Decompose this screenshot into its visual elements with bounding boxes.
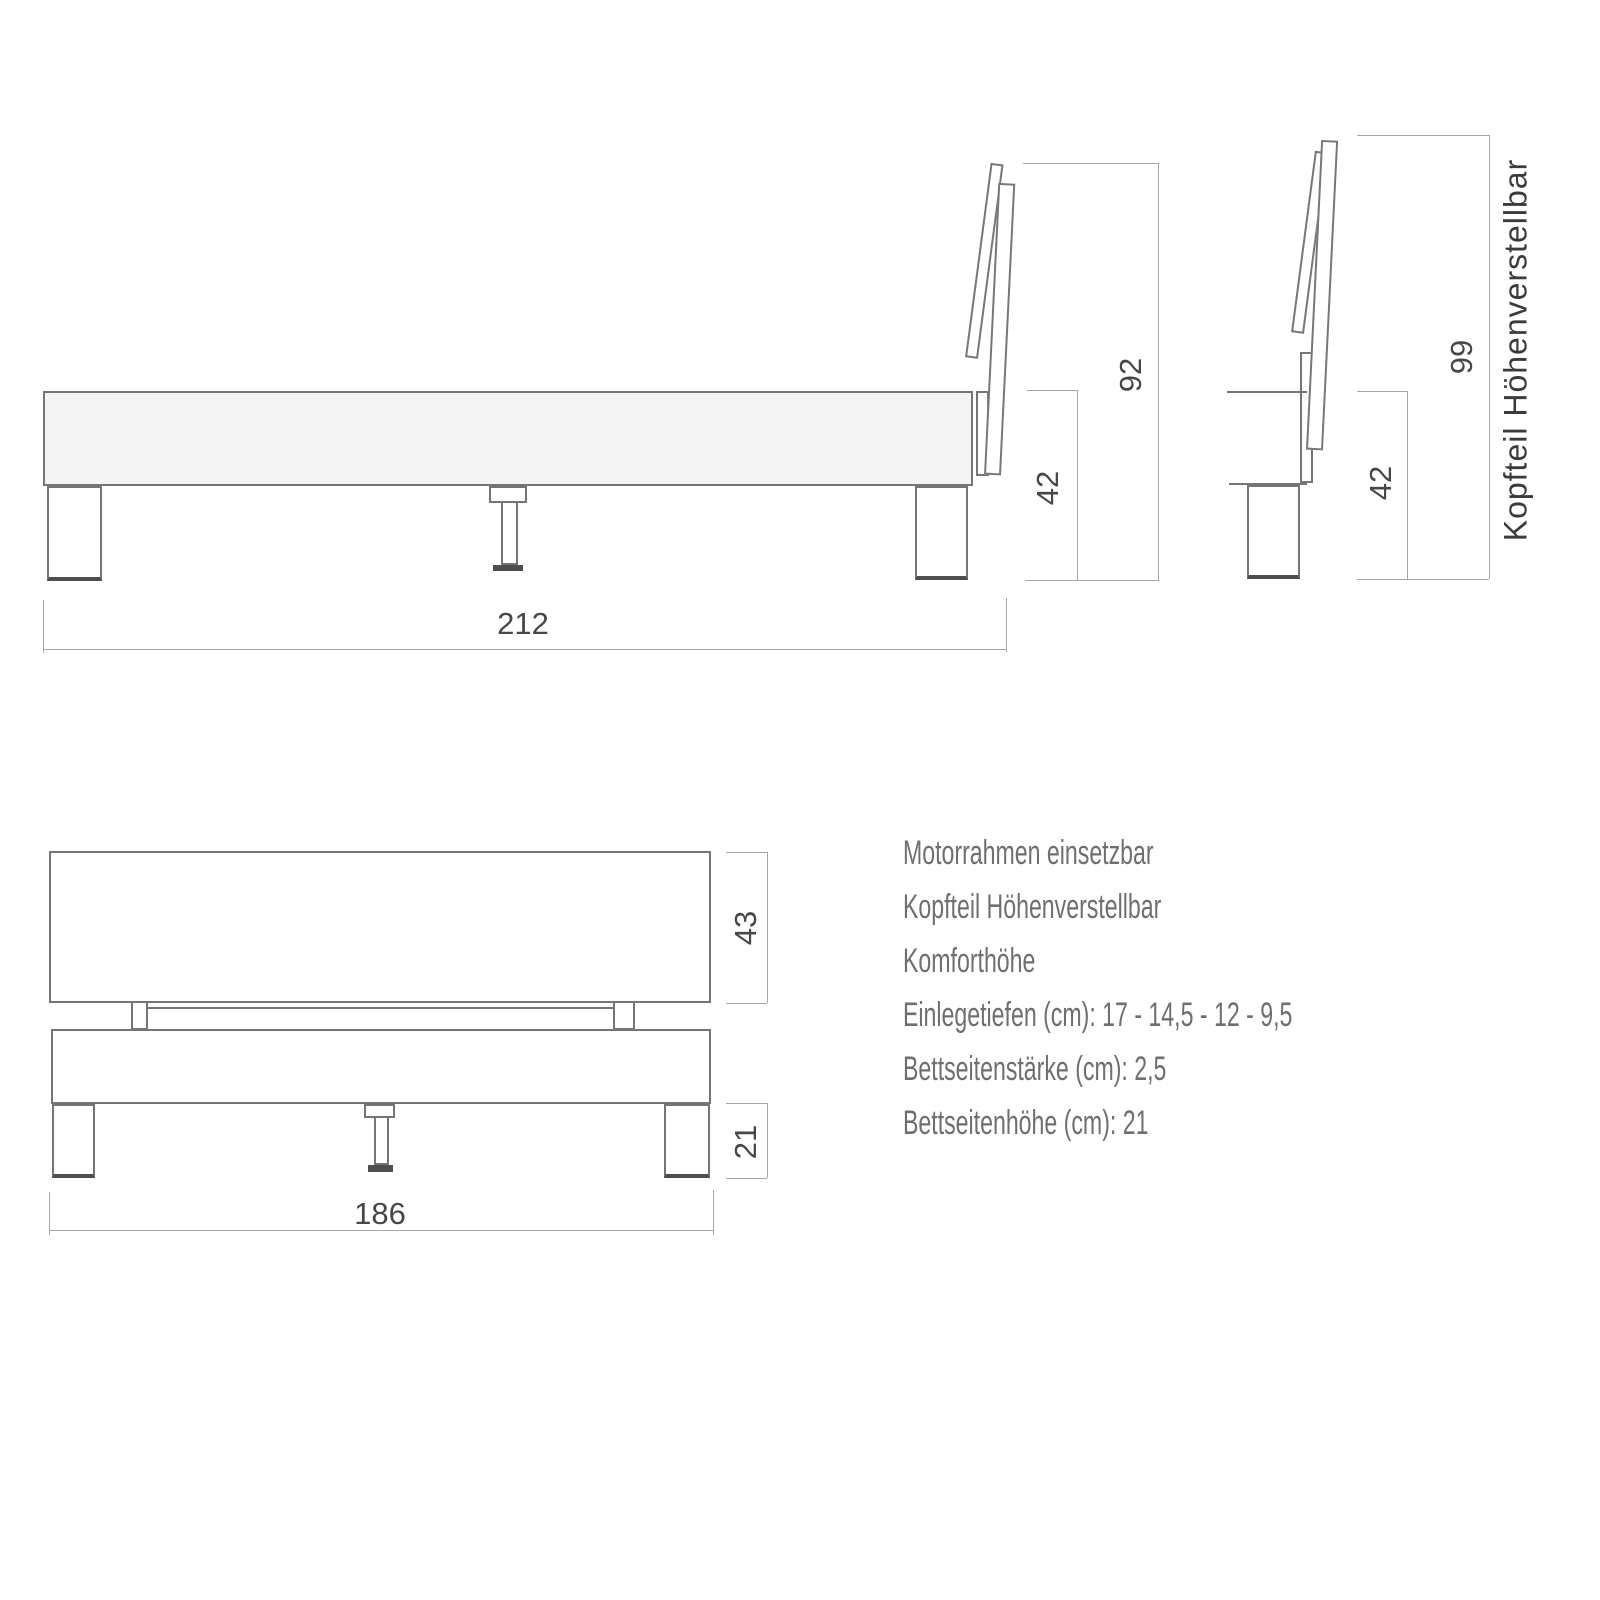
dim-line-42b [1407, 391, 1408, 579]
frame-top-line [1227, 391, 1307, 393]
dim-ext [713, 1190, 714, 1235]
bed-frame-front [51, 1029, 711, 1104]
dim-tick [1357, 135, 1489, 136]
leg-right [915, 486, 968, 580]
dim-label-42-side: 42 [1030, 470, 1065, 506]
center-leg-rod [501, 501, 518, 565]
dim-tick [726, 852, 767, 853]
dim-tick-floor [1025, 580, 1159, 581]
dim-tick [1357, 391, 1408, 392]
dim-tick [1027, 390, 1078, 391]
dim-tick [726, 1178, 767, 1179]
front-leg-left [52, 1104, 95, 1178]
dim-label-43: 43 [728, 910, 763, 946]
dim-label-99: 99 [1444, 339, 1479, 375]
annotation-kopfteil-hoehenverstellbar: Kopfteil Höhenverstellbar [1497, 158, 1534, 542]
dim-line-92 [1158, 163, 1159, 580]
dim-tick [1023, 163, 1159, 164]
note-line: Motorrahmen einsetzbar [903, 834, 1154, 872]
dim-ext [1006, 598, 1007, 652]
note-line: Bettseitenhöhe (cm): 21 [903, 1104, 1149, 1142]
dim-line-21 [767, 1103, 768, 1178]
dim-line-42 [1077, 390, 1078, 580]
dim-label-42-head: 42 [1363, 465, 1398, 501]
front-center-rod [374, 1116, 389, 1165]
dim-tick [726, 1003, 767, 1004]
side-rail-edge [148, 1007, 613, 1009]
note-line: Einlegetiefen (cm): 17 - 14,5 - 12 - 9,5 [903, 996, 1293, 1034]
dim-label-21: 21 [728, 1124, 763, 1160]
headboard-front [49, 851, 711, 1003]
dim-line-212 [43, 649, 1006, 650]
front-leg-right [664, 1104, 710, 1178]
dim-line-43 [767, 852, 768, 1003]
note-line: Kopfteil Höhenverstellbar [903, 888, 1162, 926]
dim-label-212: 212 [497, 606, 549, 641]
leg-left [47, 486, 102, 581]
dim-label-186: 186 [354, 1196, 406, 1231]
center-leg-foot [493, 565, 523, 571]
dim-line-99 [1489, 135, 1490, 579]
note-line: Komforthöhe [903, 942, 1036, 980]
leg-head [1247, 485, 1300, 579]
dim-tick [726, 1103, 767, 1104]
dim-label-92: 92 [1113, 357, 1148, 393]
headboard-mount-right [613, 1003, 635, 1030]
dim-ext [49, 1192, 50, 1235]
specs-note-block [903, 826, 1292, 1150]
headboard-mount-left [131, 1003, 148, 1030]
note-line: Bettseitenstärke (cm): 2,5 [903, 1050, 1167, 1088]
bed-frame-side [43, 391, 973, 486]
dim-ext [43, 600, 44, 653]
dim-tick-floor [1357, 579, 1489, 580]
front-center-foot [368, 1165, 393, 1172]
